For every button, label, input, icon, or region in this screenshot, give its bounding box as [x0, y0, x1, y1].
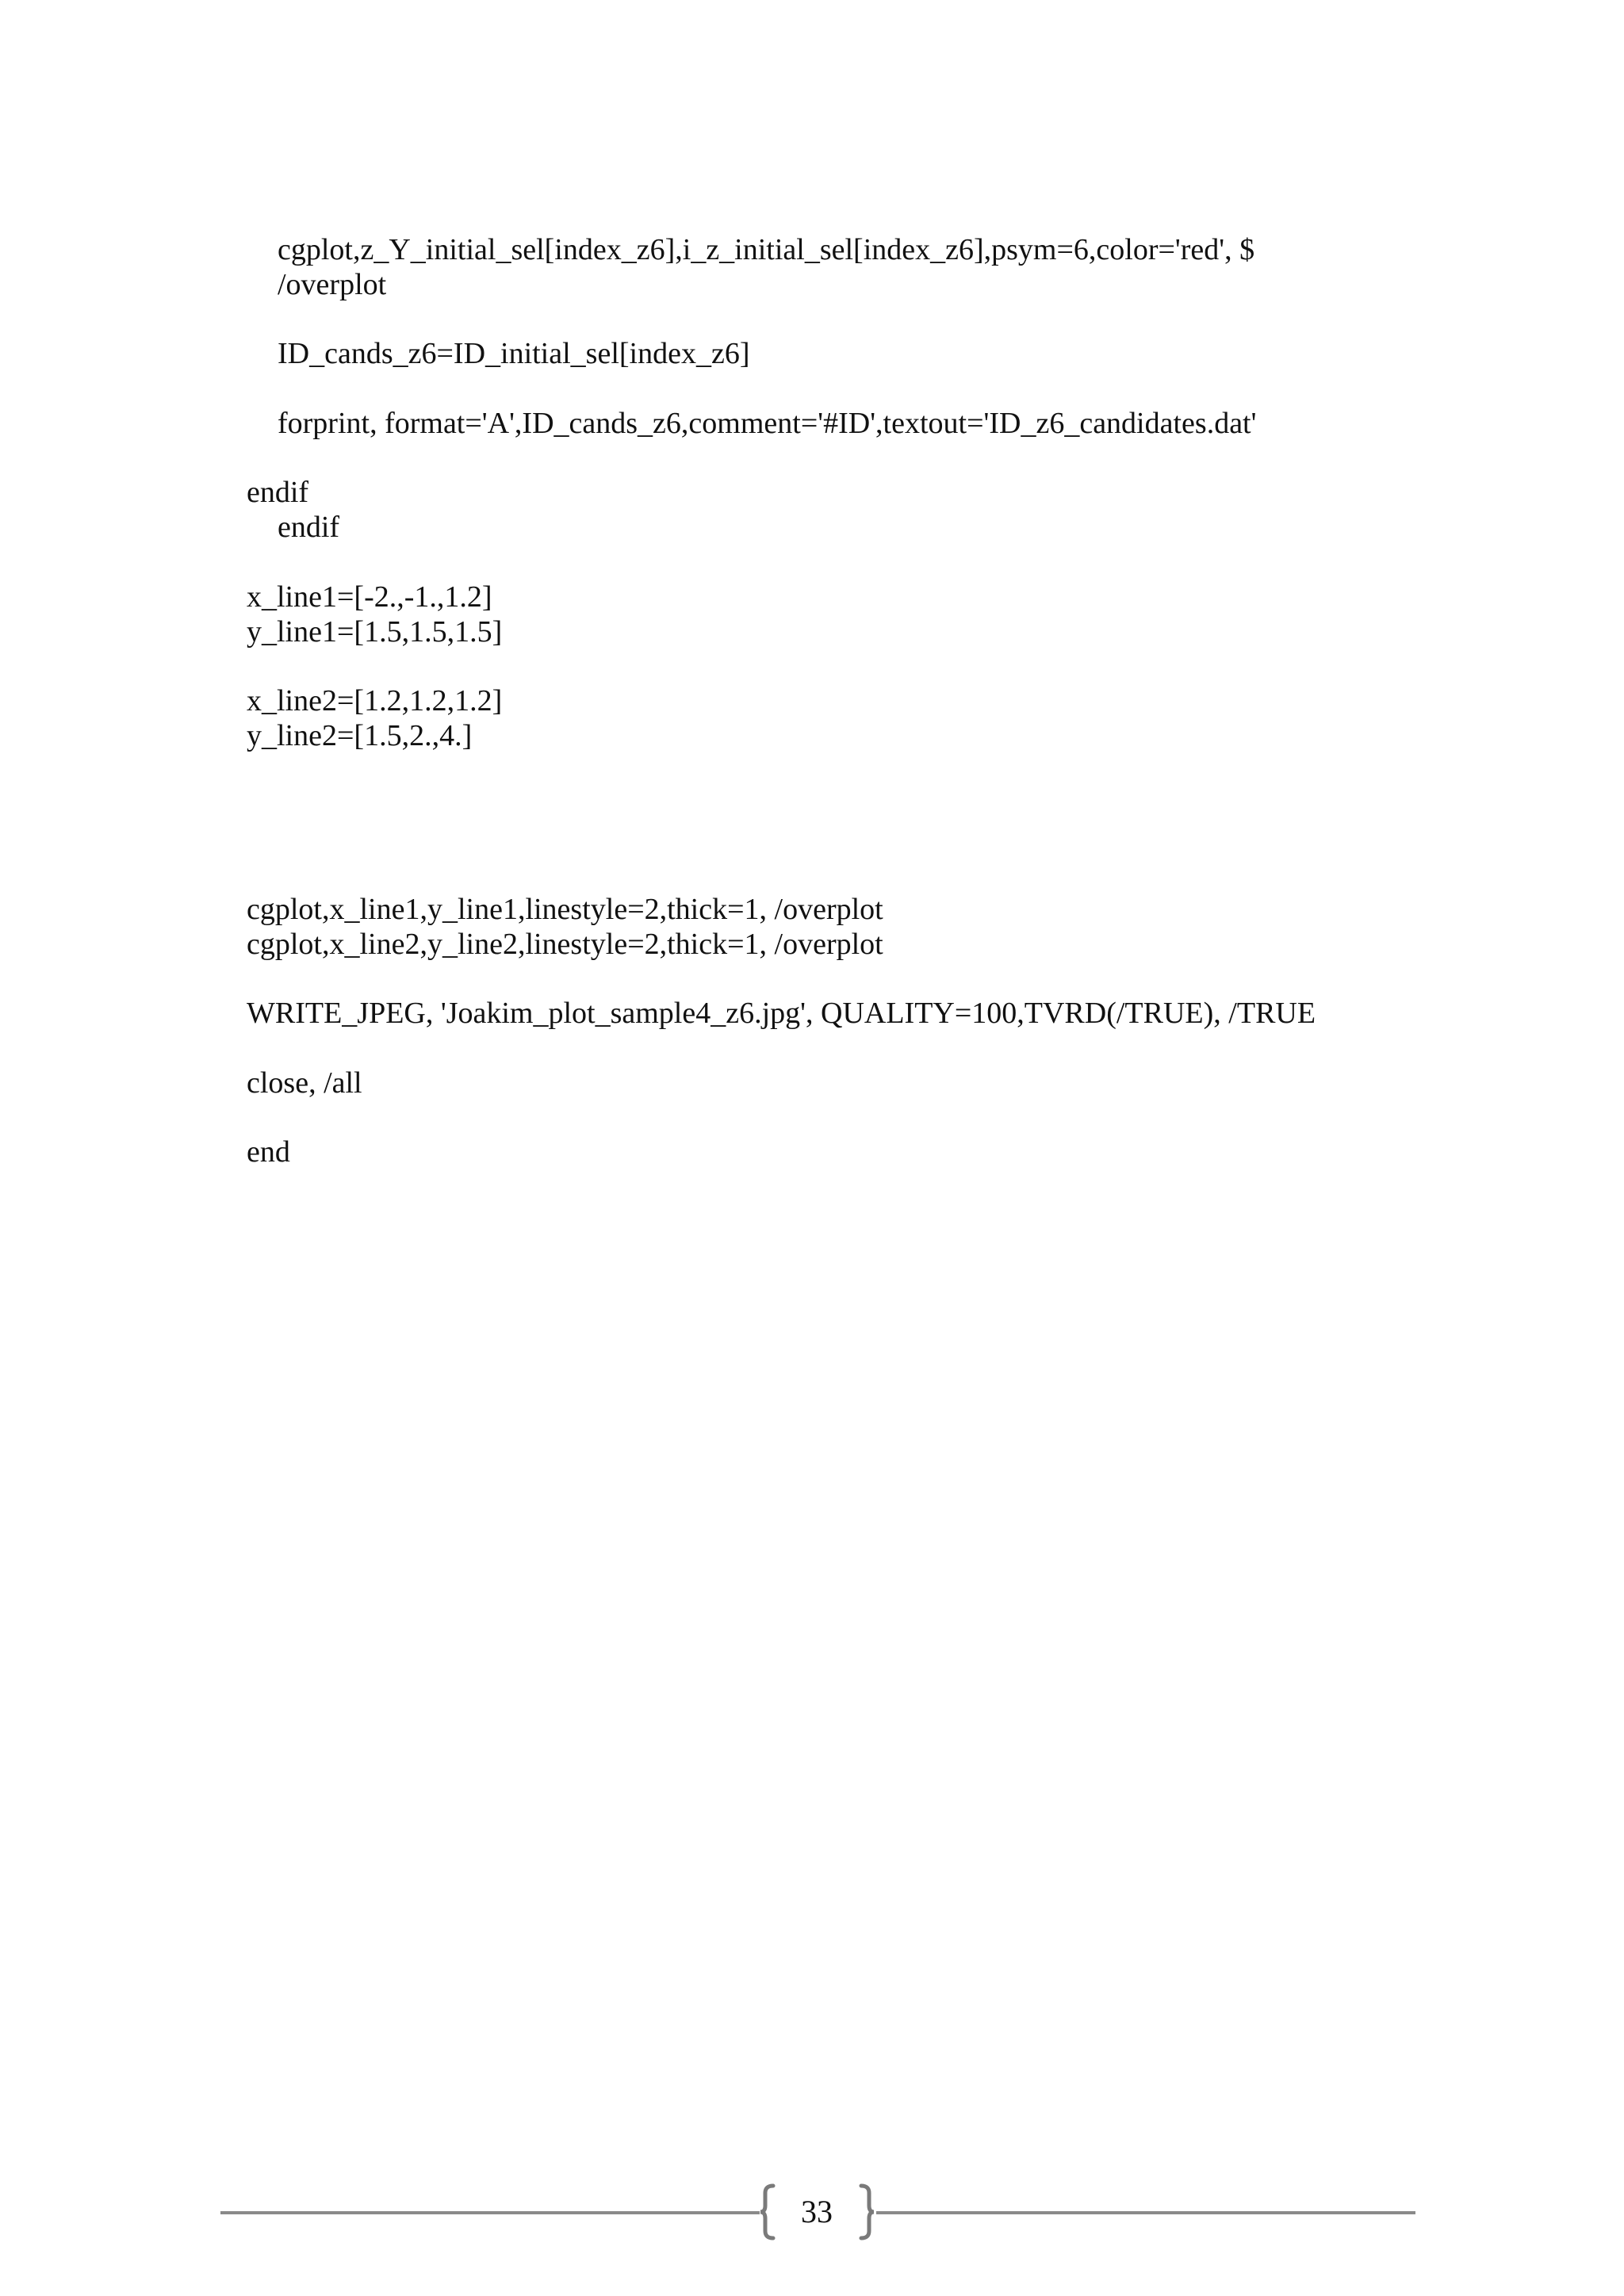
code-line: cgplot,z_Y_initial_sel[index_z6],i_z_initial_sel[index_z6],psym=6,color='red', $: [278, 233, 1255, 266]
footer-rule-left: [220, 2211, 760, 2214]
code-line: endif: [278, 511, 340, 544]
code-line: x_line2=[1.2,1.2,1.2]: [247, 684, 503, 718]
code-line: endif: [247, 476, 309, 509]
right-brace-icon: [858, 2183, 877, 2241]
code-line: cgplot,x_line2,y_line2,linestyle=2,thick=1, /overplot: [247, 928, 883, 961]
page-footer: [0, 2172, 1624, 2252]
code-line: y_line2=[1.5,2.,4.]: [247, 719, 473, 752]
page-number: 33: [801, 2194, 833, 2229]
code-line: end: [247, 1135, 290, 1169]
footer-rule-right: [876, 2211, 1415, 2214]
code-line: cgplot,x_line1,y_line1,linestyle=2,thick=1, /overplot: [247, 893, 883, 926]
code-line: y_line1=[1.5,1.5,1.5]: [247, 615, 503, 649]
code-line: close, /all: [247, 1066, 362, 1100]
code-line: forprint, format='A',ID_cands_z6,comment='#ID',textout='ID_z6_candidates.dat': [278, 407, 1257, 440]
left-brace-icon: [757, 2183, 776, 2241]
code-line: /overplot: [278, 268, 387, 301]
code-line: WRITE_JPEG, 'Joakim_plot_sample4_z6.jpg', QUALITY=100,TVRD(/TRUE), /TRUE: [247, 997, 1316, 1030]
code-line: ID_cands_z6=ID_initial_sel[index_z6]: [278, 337, 750, 370]
code-line: x_line1=[-2.,-1.,1.2]: [247, 580, 492, 614]
